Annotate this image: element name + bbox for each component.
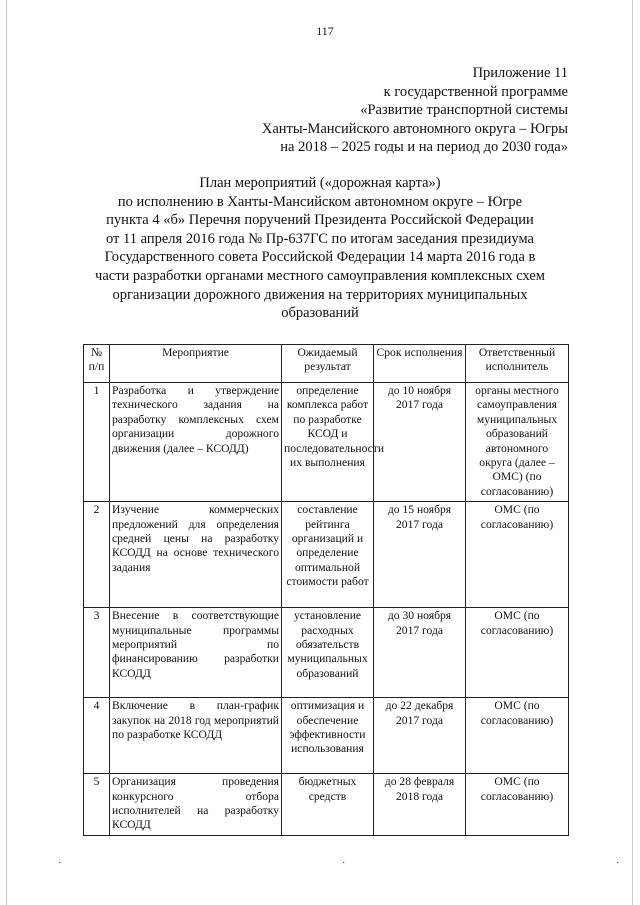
table-row [84, 774, 569, 836]
appendix-line: Ханты-Мансийского автономного округа – Югры [261, 120, 568, 137]
table-row [84, 698, 569, 774]
row-result: определение комплекса работ по разработке КСОД и последовательности их выполнения [282, 383, 374, 502]
row-num: 5 [84, 774, 110, 836]
plan-title-line: части разработки органами местного самоуправления комплексных схем [95, 267, 545, 284]
scan-speck: · [616, 858, 620, 869]
table-header-row [84, 345, 569, 383]
roadmap-table [83, 344, 569, 836]
plan-title-line: пункта 4 «б» Перечня поручений Президента Российской Федерации [106, 212, 534, 229]
appendix-header [188, 64, 568, 157]
appendix-line: к государственной программе [383, 83, 568, 100]
row-term: до 30 ноября 2017 года [374, 608, 466, 698]
table-row [84, 502, 569, 608]
row-result: бюджетных средств [282, 774, 374, 836]
page-number: 117 [316, 24, 334, 38]
row-term: до 28 февраля 2018 года [374, 774, 466, 836]
table-row [84, 383, 569, 502]
row-num: 3 [84, 608, 110, 698]
row-event: Внесение в соответствующие муниципальные программы мероприятий по финансированию разработки КСОДД [110, 608, 282, 698]
scan-left-edge [6, 0, 7, 905]
row-responsible: ОМС (по согласованию) [466, 608, 569, 698]
row-term: до 22 декабря 2017 года [374, 698, 466, 774]
row-result: установление расходных обязательств муниципальных образований [282, 608, 374, 698]
plan-title-line: Государственного совета Российской Федерации 14 марта 2016 года в [104, 249, 536, 266]
plan-title-line: План мероприятий («дорожная карта») [199, 175, 441, 191]
plan-title-line: организации дорожного движения на территориях муниципальных [112, 286, 528, 303]
row-num: 2 [84, 502, 110, 608]
row-responsible: органы местного самоуправления муниципальных образований автономного округа (далее – ОМС) (по согласованию) [466, 383, 569, 502]
table-row [84, 608, 569, 698]
scan-speck: · [342, 858, 346, 869]
appendix-line: Приложение 11 [472, 65, 568, 81]
row-event: Разработка и утверждение технического задания на разработку комплексных схем организации дорожного движения (далее – КСОДД) [110, 383, 282, 502]
plan-title-line: образований [281, 305, 359, 322]
row-responsible: ОМС (по согласованию) [466, 774, 569, 836]
row-event: Включение в план-график закупок на 2018 год мероприятий по разработке КСОДД [110, 698, 282, 774]
scan-speck: · [58, 858, 62, 869]
plan-title [70, 174, 570, 323]
header-event: Мероприятие [110, 345, 282, 383]
header-term: Срок исполнения [374, 345, 466, 383]
row-num: 1 [84, 383, 110, 502]
row-num: 4 [84, 698, 110, 774]
row-responsible: ОМС (по согласованию) [466, 698, 569, 774]
plan-title-line: от 11 апреля 2016 года № Пр-637ГС по итогам заседания президиума [106, 230, 534, 247]
header-responsible: Ответственный исполнитель [466, 345, 569, 383]
plan-title-line: по исполнению в Ханты-Мансийском автономном округе – Югре [117, 193, 523, 210]
row-term: до 10 ноября 2017 года [374, 383, 466, 502]
scan-right-edge [632, 0, 633, 905]
row-result: составление рейтинга организаций и определение оптимальной стоимости работ [282, 502, 374, 608]
appendix-line: «Развитие транспортной системы [360, 102, 568, 118]
row-term: до 15 ноября 2017 года [374, 502, 466, 608]
row-event: Организация проведения конкурсного отбора исполнителей на разработку КСОДД [110, 774, 282, 836]
header-num: № п/п [84, 345, 110, 383]
header-result: Ожидаемый результат [282, 345, 374, 383]
row-responsible: ОМС (по согласованию) [466, 502, 569, 608]
appendix-line: на 2018 – 2025 годы и на период до 2030 года» [280, 139, 568, 155]
row-result: оптимизация и обеспечение эффективности использования [282, 698, 374, 774]
row-event: Изучение коммерческих предложений для определения средней цены на разработку КСОДД на основе технического задания [110, 502, 282, 608]
